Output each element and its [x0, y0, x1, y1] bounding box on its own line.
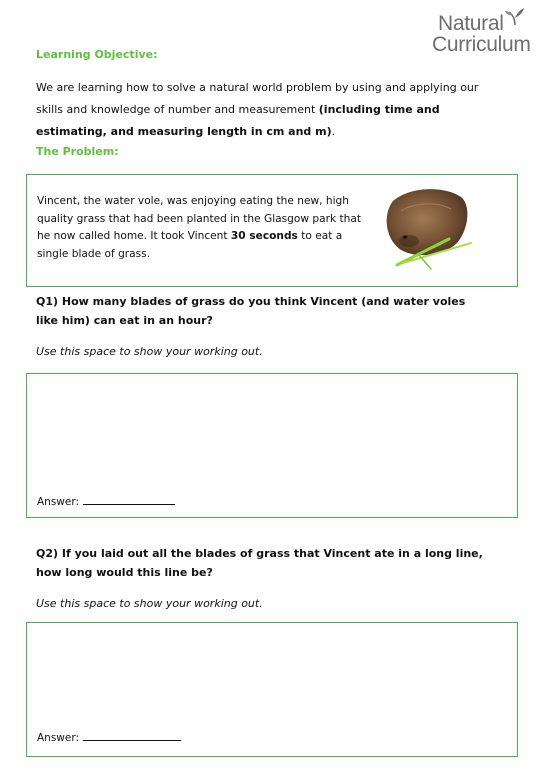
q1-answer-row	[37, 495, 175, 508]
learning-objective-text-bold: (including time and estimating, and measuring length in cm and m)	[36, 103, 440, 138]
problem-text-bold: 30 seconds	[230, 230, 298, 242]
learning-objective-heading: Learning Objective:	[36, 48, 158, 61]
natural-curriculum-logo	[432, 6, 542, 62]
water-vole-with-grass-image	[379, 181, 479, 273]
logo-text-natural: Natural	[438, 12, 504, 35]
leaf-sprout-icon	[504, 6, 526, 26]
problem-box	[26, 174, 518, 287]
q2-answer-row	[37, 731, 181, 744]
problem-text-plain: Vincent, the water vole, was enjoying eating the new, high quality grass that had been planted in the Glasgow park that he now called home. It took Vincent	[37, 195, 362, 242]
problem-heading: The Problem:	[36, 145, 119, 158]
learning-objective-text	[36, 77, 506, 143]
question-2: Q2) If you laid out all the blades of grass that Vincent ate in a long line, how long would this line be?	[36, 547, 483, 579]
problem-text	[37, 193, 367, 263]
logo-text-curriculum: Curriculum	[432, 33, 531, 56]
q2-working-box[interactable]	[26, 622, 518, 757]
question-1: Q1) How many blades of grass do you think Vincent (and water voles like him) can eat in an hour?	[36, 295, 466, 327]
q1-answer-line[interactable]	[83, 495, 175, 505]
q1-answer-label: Answer:	[37, 496, 80, 508]
problem-text-end: to eat a single blade of grass.	[37, 230, 343, 260]
learning-objective-text-plain: We are learning how to solve a natural world problem by using and applying our skills and knowledge of number and measurement	[36, 81, 479, 116]
q1-instruction: Use this space to show your working out.	[36, 345, 263, 358]
q2-instruction: Use this space to show your working out.	[36, 597, 263, 610]
q1-working-box[interactable]	[26, 373, 518, 518]
learning-objective-text-end: .	[331, 125, 336, 138]
q2-answer-label: Answer:	[37, 732, 80, 744]
q2-answer-line[interactable]	[83, 731, 181, 741]
